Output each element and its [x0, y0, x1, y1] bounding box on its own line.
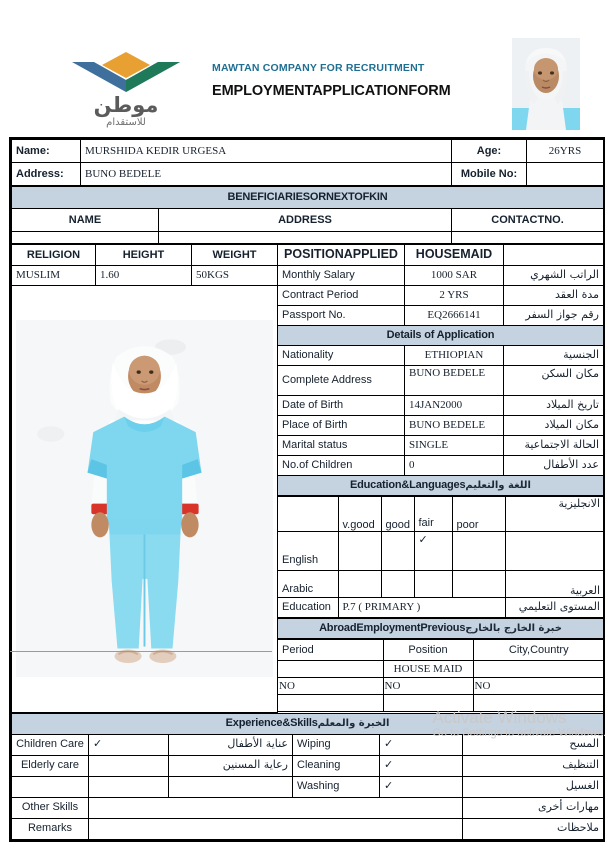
abroad-row-2: [278, 678, 604, 695]
rating-col-fair: fair: [414, 497, 452, 532]
contract-period-value[interactable]: 2 YRS: [405, 286, 504, 306]
weight-label: WEIGHT: [192, 245, 278, 266]
nationality-label: Nationality: [278, 346, 405, 366]
age-label: Age:: [452, 140, 527, 163]
fullbody-illustration: [16, 320, 273, 677]
education-band: [278, 476, 604, 496]
beneficiaries-col-name: NAME: [12, 209, 159, 232]
english-poor-cell[interactable]: [452, 532, 505, 571]
skill-children-care-checkmark[interactable]: ✓: [89, 734, 169, 755]
logo-arabic-primary: موطن: [93, 93, 159, 117]
english-fair-checkmark[interactable]: ✓: [414, 532, 452, 571]
weight-value[interactable]: 50KGS: [192, 266, 278, 286]
english-arabic-label: الانجليزية: [505, 497, 604, 532]
mobile-label: Mobile No:: [452, 163, 527, 186]
skill-blank-label: [12, 776, 89, 797]
abroad-city-country-2[interactable]: NO: [473, 678, 604, 695]
abroad-city-country-3[interactable]: [473, 695, 604, 712]
date-of-birth-arabic: تاريخ الميلاد: [504, 396, 604, 416]
photo-bottom-edge-line: [10, 651, 272, 652]
skills-band-en: Experience&Skills: [225, 717, 318, 730]
education-level-row: [278, 598, 604, 618]
skills-band-row: [12, 713, 604, 734]
english-vgood-cell[interactable]: [338, 532, 381, 571]
date-of-birth-value[interactable]: 14JAN2000: [405, 396, 504, 416]
arabic-language-arabic-label: العربية: [505, 571, 604, 598]
personal-header-row: [12, 245, 604, 266]
watermark-line-2: Go to Settings to activate Windows.: [432, 727, 606, 740]
body-section: [11, 244, 604, 713]
title-block: [212, 62, 492, 99]
no-of-children-label: No.of Children: [278, 456, 405, 476]
applicant-headshot-photo: [512, 38, 580, 130]
skills-band-ar: الخبرة والمعلم: [317, 718, 390, 729]
skill-cleaning-label: Cleaning: [293, 755, 380, 776]
beneficiary-contact-value[interactable]: [452, 232, 604, 244]
skill-children-care-label: Children Care: [12, 734, 89, 755]
no-of-children-value[interactable]: 0: [405, 456, 504, 476]
skill-wiping-label: Wiping: [293, 734, 380, 755]
skill-blank-arabic: [169, 776, 293, 797]
passport-no-value[interactable]: EQ2666141: [405, 306, 504, 326]
education-level-label: Education: [278, 598, 338, 618]
education-grid-cell: [278, 496, 604, 619]
abroad-position-1[interactable]: HOUSE MAID: [383, 661, 473, 678]
passport-no-arabic: رقم جواز السفر: [504, 306, 604, 326]
abroad-col-city-country: City,Country: [473, 640, 604, 661]
position-applied-arabic: [504, 245, 604, 266]
name-label: Name:: [12, 140, 81, 163]
logo-arabic-secondary: للاستقدام: [106, 117, 146, 128]
nationality-value[interactable]: ETHIOPIAN: [405, 346, 504, 366]
abroad-period-2[interactable]: NO: [278, 678, 383, 695]
rating-col-good: good: [381, 497, 414, 532]
religion-label: RELIGION: [12, 245, 96, 266]
skills-row-3: [12, 776, 604, 797]
company-name: MAWTAN COMPANY FOR RECRUITMENT: [212, 62, 425, 74]
skills-row-2: [12, 755, 604, 776]
education-band-en: Education&Languages: [350, 479, 466, 492]
personal-values-row: [12, 266, 604, 286]
arabic-row: [278, 571, 604, 598]
abroad-band-ar: خبرة الخارج بالخارج: [465, 623, 562, 634]
skill-cleaning-checkmark[interactable]: ✓: [380, 755, 463, 776]
skill-blank-checkmark[interactable]: [89, 776, 169, 797]
rating-col-poor: poor: [452, 497, 505, 532]
passport-no-label: Passport No.: [278, 306, 405, 326]
remarks-row: [12, 818, 604, 839]
contract-period-label: Contract Period: [278, 286, 405, 306]
other-skills-arabic: مهارات أخرى: [463, 797, 604, 818]
english-label: English: [278, 532, 338, 571]
marital-status-value[interactable]: SINGLE: [405, 436, 504, 456]
remarks-value[interactable]: [89, 818, 463, 839]
other-skills-value[interactable]: [89, 797, 463, 818]
beneficiaries-col-address: ADDRESS: [159, 209, 452, 232]
abroad-header-row: [278, 640, 604, 661]
abroad-period-3[interactable]: [278, 695, 383, 712]
beneficiaries-band-row: [12, 187, 604, 209]
place-of-birth-label: Place of Birth: [278, 416, 405, 436]
other-skills-label: Other Skills: [12, 797, 89, 818]
rating-col-vgood: v.good: [338, 497, 381, 532]
address-value[interactable]: BUNO BEDELE: [81, 163, 452, 186]
marital-status-label: Marital status: [278, 436, 405, 456]
abroad-row-3: [278, 695, 604, 712]
skill-wiping-checkmark[interactable]: ✓: [380, 734, 463, 755]
abroad-grid-cell: [278, 639, 604, 713]
skill-cleaning-arabic: التنظيف: [463, 755, 604, 776]
arabic-fair-cell[interactable]: [414, 571, 452, 598]
abroad-employment-table: [278, 639, 604, 712]
monthly-salary-value[interactable]: 1000 SAR: [405, 266, 504, 286]
english-good-cell[interactable]: [381, 532, 414, 571]
beneficiary-name-value[interactable]: [12, 232, 159, 244]
other-skills-row: [12, 797, 604, 818]
marital-status-arabic: الحالة الاجتماعية: [504, 436, 604, 456]
arabic-vgood-cell[interactable]: [338, 571, 381, 598]
position-applied-label: POSITIONAPPLIED: [278, 245, 405, 266]
education-band-ar: اللغة والتعليم: [465, 480, 531, 491]
monthly-salary-label: Monthly Salary: [278, 266, 405, 286]
arabic-poor-cell[interactable]: [452, 571, 505, 598]
form-header: [0, 0, 614, 128]
arabic-label: Arabic: [278, 571, 338, 598]
religion-value[interactable]: MUSLIM: [12, 266, 96, 286]
beneficiaries-header-row: [12, 209, 604, 232]
name-value[interactable]: MURSHIDA KEDIR URGESA: [81, 140, 452, 163]
nationality-arabic: الجنسية: [504, 346, 604, 366]
arabic-good-cell[interactable]: [381, 571, 414, 598]
headshot-illustration: [512, 38, 580, 130]
remarks-label: Remarks: [12, 818, 89, 839]
height-value[interactable]: 1.60: [96, 266, 192, 286]
skill-elderly-care-arabic: رعاية المسنين: [169, 755, 293, 776]
date-of-birth-label: Date of Birth: [278, 396, 405, 416]
abroad-band-en: AbroadEmploymentPrevious: [319, 622, 466, 635]
watermark-line-1: Activate Windows: [432, 707, 567, 727]
monthly-salary-arabic: الراتب الشهري: [504, 266, 604, 286]
rating-header-row: [278, 497, 604, 532]
complete-address-label: Complete Address: [278, 366, 405, 396]
skills-section: [11, 713, 604, 840]
skills-band: [12, 713, 604, 734]
abroad-city-country-1[interactable]: [473, 661, 604, 678]
beneficiaries-band: BENEFICIARIESORNEXTOFKIN: [12, 187, 604, 209]
abroad-band: [278, 619, 604, 639]
abroad-col-period: Period: [278, 640, 383, 661]
abroad-row-1: [278, 661, 604, 678]
beneficiaries-section: [11, 186, 604, 244]
skill-wiping-arabic: المسح: [463, 734, 604, 755]
age-value[interactable]: 26YRS: [527, 140, 604, 163]
no-of-children-arabic: عدد الأطفال: [504, 456, 604, 476]
complete-address-value[interactable]: BUNO BEDELE: [405, 366, 504, 396]
photo-and-contract-row: [12, 286, 604, 306]
place-of-birth-value[interactable]: BUNO BEDELE: [405, 416, 504, 436]
education-level-arabic: المستوى التعليمي: [505, 598, 604, 618]
position-applied-value[interactable]: HOUSEMAID: [405, 245, 504, 266]
beneficiaries-data-row: [12, 232, 604, 244]
education-level-value[interactable]: P.7 ( PRIMARY ): [338, 598, 505, 618]
english-row: [278, 532, 604, 571]
english-arabic-blank: [505, 532, 604, 571]
complete-address-arabic: مكان السكن: [504, 366, 604, 396]
skill-washing-label: Washing: [293, 776, 380, 797]
place-of-birth-arabic: مكان الميلاد: [504, 416, 604, 436]
skills-row-1: [12, 734, 604, 755]
languages-table: [278, 496, 604, 618]
abroad-period-1[interactable]: [278, 661, 383, 678]
abroad-col-position: Position: [383, 640, 473, 661]
abroad-position-2[interactable]: NO: [383, 678, 473, 695]
mobile-value[interactable]: [527, 163, 604, 186]
height-label: HEIGHT: [96, 245, 192, 266]
page-title: EMPLOYMENTAPPLICATIONFORM: [212, 83, 451, 99]
applicant-fullbody-photo: [12, 286, 278, 713]
beneficiaries-col-contact: CONTACTNO.: [452, 209, 604, 232]
identity-section: [11, 139, 604, 186]
table-row-address: [12, 163, 604, 186]
remarks-arabic: ملاحظات: [463, 818, 604, 839]
skill-washing-arabic: الغسيل: [463, 776, 604, 797]
details-band: Details of Application: [278, 326, 604, 346]
logo-mark-icon: [66, 48, 186, 94]
skill-elderly-care-label: Elderly care: [12, 755, 89, 776]
abroad-position-3[interactable]: [383, 695, 473, 712]
address-label: Address:: [12, 163, 81, 186]
form-table: [9, 137, 605, 842]
rating-blank-cell: [278, 497, 338, 532]
beneficiary-address-value[interactable]: [159, 232, 452, 244]
contract-period-arabic: مدة العقد: [504, 286, 604, 306]
company-logo: [52, 48, 200, 130]
skill-elderly-care-checkmark[interactable]: [89, 755, 169, 776]
skill-children-care-arabic: عناية الأطفال: [169, 734, 293, 755]
skill-washing-checkmark[interactable]: ✓: [380, 776, 463, 797]
table-row-name: [12, 140, 604, 163]
